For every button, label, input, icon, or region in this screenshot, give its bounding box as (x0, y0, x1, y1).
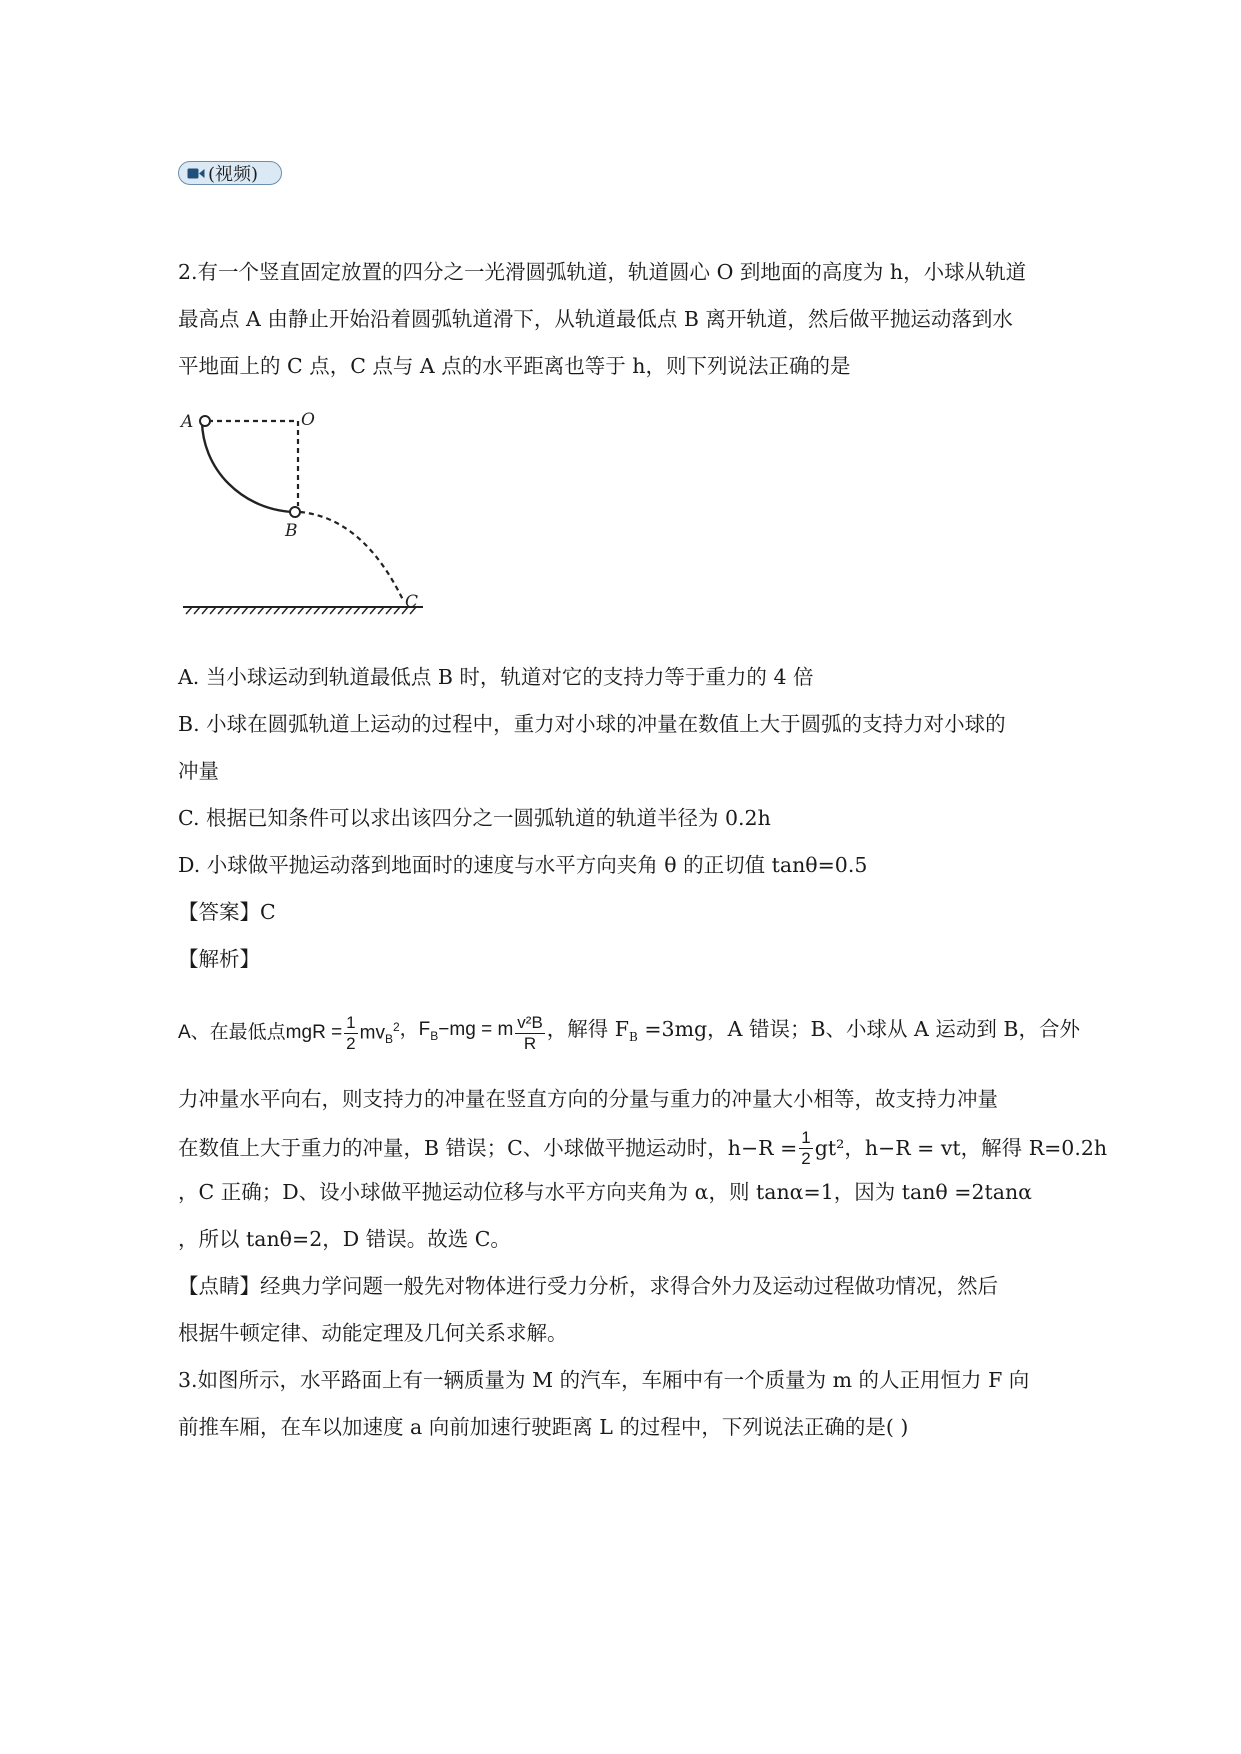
analysis-text: gt²，h−R = vt，解得 R=0.2h (814, 1136, 1108, 1160)
comment-line-1: 【点睛】经典力学问题一般先对物体进行受力分析，求得合外力及运动过程做功情况，然后 (178, 1274, 998, 1298)
analysis-line-5: ，所以 tanθ=2，D 错误。故选 C。 (178, 1227, 511, 1251)
ground-hatch (186, 607, 416, 614)
analysis-text: 在数值上大于重力的冲量，B 错误；C、小球做平抛运动时，h−R = (178, 1136, 798, 1160)
video-tag-label: (视频) (208, 164, 259, 185)
comment-line-2: 根据牛顿定律、动能定理及几何关系求解。 (178, 1321, 568, 1345)
q2-stem-line-1: 2.有一个竖直固定放置的四分之一光滑圆弧轨道，轨道圆心 O 到地面的高度为 h，小球从轨道 (178, 260, 1027, 284)
analysis-text: A、在最低点mgR = (178, 1022, 343, 1044)
video-camera-icon (187, 167, 205, 180)
answer: 【答案】C (178, 900, 276, 924)
option-d: D. 小球做平抛运动落到地面时的速度与水平方向夹角 θ 的正切值 tanθ=0.5 (178, 853, 868, 877)
track-diagram (178, 410, 428, 630)
q2-stem-line-2: 最高点 A 由静止开始沿着圆弧轨道滑下，从轨道最低点 B 离开轨道，然后做平抛运动落到水 (178, 307, 1013, 331)
q3-stem-line-1: 3.如图所示，水平路面上有一辆质量为 M 的汽车，车厢中有一个质量为 m 的人正用恒力 F 向 (178, 1368, 1030, 1392)
label-a: A (181, 412, 194, 432)
label-b: B (285, 521, 298, 541)
analysis-line-4: ，C 正确；D、设小球做平抛运动位移与水平方向夹角为 α，则 tanα=1，因为 tanθ =2tanα (178, 1180, 1033, 1204)
analysis-line-3 (178, 1126, 1107, 1170)
option-c: C. 根据已知条件可以求出该四分之一圆弧轨道的轨道半径为 0.2h (178, 806, 771, 830)
q3-stem-line-2: 前推车厢，在车以加速度 a 向前加速行驶距离 L 的过程中，下列说法正确的是( ) (178, 1415, 909, 1439)
analysis-text: ，解得 $F_B =3mg$，A 错误；B、小球从 A 运动到 B，合外 (546, 1017, 1080, 1045)
label-o: O (301, 410, 315, 430)
analysis-text: ，$F_B-mg = m$ (399, 1019, 514, 1043)
option-a: A. 当小球运动到轨道最低点 B 时，轨道对它的支持力等于重力的 4 倍 (178, 665, 814, 689)
fraction: $\frac{1}{2}$ (801, 1127, 811, 1168)
analysis-text: $mv_B^2$ (359, 1020, 400, 1047)
analysis-line-2: 力冲量水平向右，则支持力的冲量在竖直方向的分量与重力的冲量大小相等，故支持力冲量 (178, 1087, 998, 1111)
q2-stem-line-3: 平地面上的 C 点，C 点与 A 点的水平距离也等于 h，则下列说法正确的是 (178, 354, 851, 378)
label-c: C (405, 592, 419, 612)
option-b-line-1: B. 小球在圆弧轨道上运动的过程中，重力对小球的冲量在数值上大于圆弧的支持力对小球的 (178, 712, 1006, 736)
analysis-line-1 (178, 1005, 1080, 1061)
fraction: $\frac{1}{2}$ (346, 1012, 356, 1053)
fraction: $\frac{\text{v²B}}{R}$ (517, 1012, 543, 1053)
video-tag[interactable] (178, 161, 282, 185)
analysis-title: 【解析】 (178, 947, 260, 971)
option-b-line-2: 冲量 (178, 759, 219, 783)
